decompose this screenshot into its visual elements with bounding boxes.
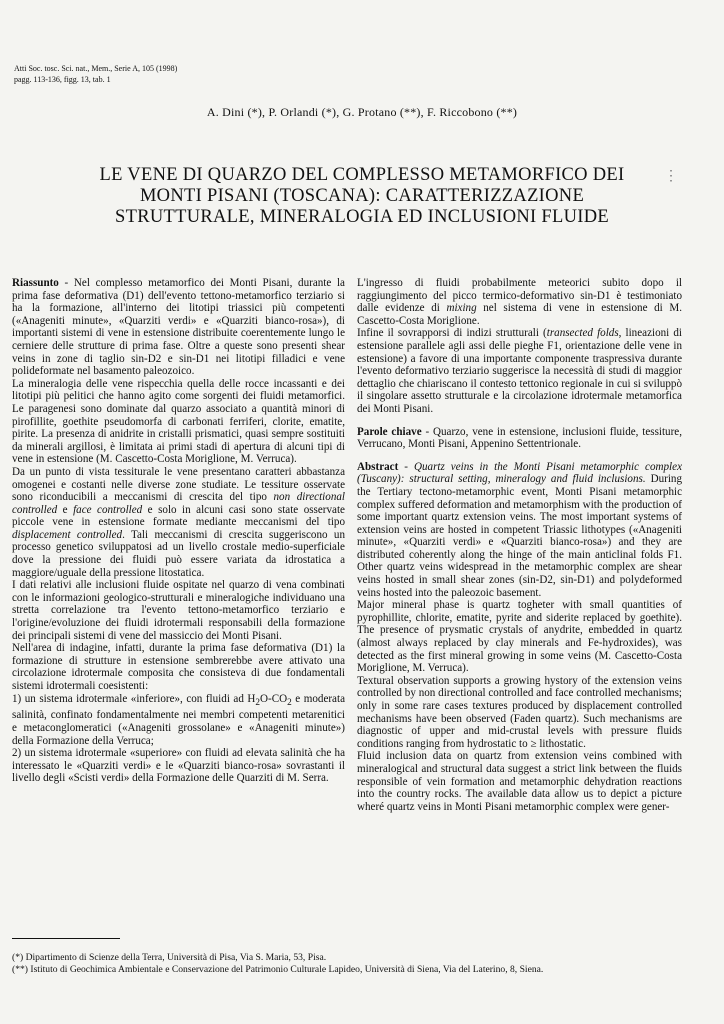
riassunto-label: Riassunto [12,277,59,289]
riassunto-paragraph-6 [12,693,345,748]
authors: A. Dini (*), P. Orlandi (*), G. Protano (**), F. Riccobono (**) [206,105,518,119]
riassunto-paragraph-1: Riassunto - Nel complesso metamorfico dei Monti Pisani, durante la prima fase deformativa (D1) dell'evento tettono-metamorfico terziario si ha la formazione, all'interno dei litotipi triassici più competenti («Anageniti minute», «Quarziti verdi» e «Quarziti bianco-rosa»), di importanti sistemi di vene in estensione distribuite coerentemente lungo le cerniere delle strutture di prima fase. Oltre a queste sono presenti shear veins in zone di taglio sin-D2 e sin-D1 nei litotipi filladici e vene polideformate nel basamento paleozoico. [12,277,345,378]
riassunto-paragraph-5: Nell'area di indagine, infatti, durante la prima fase deformativa (D1) la formazione di strutture in estensione sembrerebbe avere attivato una circolazione idrotermale composita che consisteva di due fondamentali sistemi idrotermali coesistenti: [12,642,345,692]
text-span: e moderata salinità, confinato fondamentalmente nei membri competenti metarenitici e metaconglomeratici («Anageniti grossolane» e «Anageniti minute») della Formazione della Verruca; [12,692,345,747]
italic-term: mixing [446,302,477,315]
abstract-title: Quartz veins in the Monti Pisani metamorphic complex (Tuscany): structural setting, mineralogy and fluid inclusions. [357,460,682,486]
text-span: nel sistema di vene in estensione di M. Cascetto-Costa Moriglione. [357,302,682,327]
journal-line-1: Atti Soc. tosc. Sci. nat., Mem., Serie A, 105 (1998) [14,64,178,73]
keywords-paragraph [357,426,682,451]
subscript: 2 [255,697,261,708]
right-paragraph-1 [357,277,682,327]
italic-term: transected folds [546,327,619,340]
abstract-paragraph-4: Fluid inclusion data on quartz from extension veins combined with mineralogical and structural data suggest a strict link between the fluids responsible of vein formation and metamorphic dehydration reactions into the country rocks. The available data allow us to depict a picture wheré quartz veins in Monti Pisani metamorphic complex were gener- [357,750,682,813]
footnote-1: (*) Dipartimento di Scienze della Terra, Università di Pisa, Via S. Maria, 53, Pisa. [12,952,327,963]
text-span: Infine il sovrapporsi di indizi strutturali ( [357,327,547,340]
text-span: . Tali meccanismi di crescita suggeriscono un processo genetico sviluppatosi ad un livello crostale medio-superficiale dove la pressione dei fluidi può essere variata da idrostatica a maggiore/uguale della pressione litostatica. [12,528,345,579]
text-span: L'ingresso di fluidi probabilmente meteorici subito dopo il raggiungimento del picco termico-deformativo sin-D1 è testimoniato dalle evidenze di [357,277,682,315]
abstract-paragraph-1: Abstract - Quartz veins in the Monti Pisani metamorphic complex (Tuscany): structural setting, mineralogy and fluid inclusions. During the Tertiary tectono-metamorphic event, Monti Pisani metamorphic complex suffered deformation and metamorphism with the production of some important quartz extension veins. The most important systems of extension veins are hosted in competent Triassic lithotypes («Anageniti minute», «Quarziti verdi» e «Quarziti bianco-rosa») and they are distributed coherently along the hinge of the main anticlinal folds F1. Other quartz veins widespread in the metamorphic complex are shear veins hosted in small shear zones (sin-D2, sin-D1) and polydeformed veins hosted into the paleozoic basement. [357,460,682,599]
riassunto-paragraph-4: I dati relativi alle inclusioni fluide ospitate nel quarzo di vena combinati con le informazioni geologico-strutturali e mineralogiche individuano una stretta correlazione tra l'evento tettono-metamorfico terziario e l'origine/evoluzione dei fluidi idrotermali responsabili della formazione dei principali sistemi di vene del massiccio dei Monti Pisani. [12,579,345,642]
right-paragraph-2 [357,327,682,415]
text-span: e [57,503,74,516]
text-span: Da un punto di vista tessiturale le vene presentano caratteri abbastanza omogenei e costanti nelle diverse zone studiate. Le tessiture osservate sono riconducibili a meccanismi di crescita del tipo [12,465,345,504]
text-span: 1) un sistema idrotermale «inferiore», con fluidi ad H [12,692,256,705]
riassunto-paragraph-3 [12,466,345,579]
subscript: 2 [287,697,292,708]
title-line-2: MONTI PISANI (TOSCANA): CARATTERIZZAZIONE [139,186,585,206]
abstract-paragraph-2: Major mineral phase is quartz togheter with small quantities of pyrophillite, chlorite, ematite, pyrite and siderite replaced by goethite). The presence of prysmatic crystals of anydrite, embedded in quartz (almost always replaced by clay minerals and Fe-hydroxides), was detected as the first mineral growing in some veins (M. Cascetto-Costa Moriglione, M. Verruca). [357,599,682,675]
paper-title [30,165,694,228]
italic-term: face controlled [73,503,143,516]
keywords-text: - Quarzo, vene in estensione, inclusioni fluide, tessiture, Verrucano, Monti Pisani, Appenino Settentrionale. [357,425,682,451]
abstract-label: Abstract [357,460,399,473]
italic-term: non directional controlled [12,491,345,516]
footnote-divider [12,938,120,939]
margin-mark: ⋮ [664,169,678,184]
keywords-label: Parole chiave [357,425,422,438]
text-span: , lineazioni di estensione parallele agli assi delle pieghe F1, orientazione delle vene in estensione) a favore di una importante componente traspressiva durante l'evento deformativo terziario suggerisce la necessità di studi di maggior dettaglio che chiariscano il contesto tettonico regionale in cui si sviluppò il singolare assetto strutturale e la circolazione idrotermale metamorfica dei Monti Pisani. [357,327,682,415]
riassunto-paragraph-7: 2) un sistema idrotermale «superiore» con fluidi ad elevata salinità che ha interessato le «Quarziti verdi» e le «Quarziti bianco-rosa» sovrastanti il livello degli «Scisti verdi» della Formazione delle Quarziti di M. Serra. [12,747,345,785]
abstract-text-1: During the Tertiary tectono-metamorphic event, Monti Pisani metamorphic complex suffered deformation and metamorphism with the production of some important quartz extension veins. The most important systems of extension veins are hosted in competent Triassic lithotypes («Anageniti minute», «Quarziti verdi» e «Quarziti bianco-rosa») and they are distributed coherently along the hinge of the main anticlinal folds F1. Other quartz veins widespread in the metamorphic complex are shear veins hosted in small shear zones (sin-D2, sin-D1) and polydeformed veins hosted into the paleozoic basement. [357,473,682,599]
riassunto-text-1: Nel complesso metamorfico dei Monti Pisani, durante la prima fase deformativa (D1) dell'evento tettono-metamorfico terziario si ha la formazione, all'interno dei litotipi triassici più competenti («Anageniti minute», «Quarziti verdi» e «Quarziti bianco-rosa»), di importanti sistemi di vene in estensione distribuite coerentemente lungo le cerniere delle strutture di prima fase. Oltre a queste sono presenti shear veins in zone di taglio sin-D2 e sin-D1 nei litotipi filladici e vene polideformate nel basamento paleozoico. [12,277,345,378]
journal-reference [14,63,177,85]
italic-term: displacement controlled [12,528,123,541]
text-span: e solo in alcuni casi sono state osservate piccole vene in estensione formate mediante meccanismi del tipo [12,503,345,529]
abstract-paragraph-3: Textural observation supports a growing hystory of the extension veins controlled by non directional controlled and face controlled mechanisms; only in some rare cases textures produced by displacement controlled mechanisms have been observed (Faden quartz). Such mechanisms are diagnostic of upper and mid-crustal levels with pressure fluids conditions ranging from hydrostatic to ≥ lithostatic. [357,674,682,750]
footnote-2: (**) Istituto di Geochimica Ambientale e Conservazione del Patrimonio Culturale Lapideo, Università di Siena, Via del Laterino, 8, Siena. [12,964,544,975]
title-line-1: LE VENE DI QUARZO DEL COMPLESSO METAMORFICO DEI [99,165,625,185]
right-column [357,277,682,813]
title-line-3: STRUTTURALE, MINERALOGIA ED INCLUSIONI FLUIDE [115,207,609,227]
riassunto-paragraph-2: La mineralogia delle vene rispecchia quella delle rocce incassanti e dei litotipi più pelitici che hanno agito come sorgenti dei fluidi metamorfici. Le paragenesi sono dominate dal quarzo associato a quantità minori di pirofillite, goethite pseudomorfa di carbonati ferriferi, clorite, ematite, pirite. La presenza di anidrite in cristalli prismatici, quasi sempre sostituiti da minerali argillosi, è limitata ai primi stadi di apertura di alcuni tipi di vene in estensione (M. Cascetto-Costa Moriglione, M. Verruca). [12,377,345,466]
footnotes [12,952,692,976]
text-span: O-CO [260,692,288,705]
left-column [12,277,345,785]
journal-line-2: pagg. 113-136, figg. 13, tab. 1 [14,75,111,84]
